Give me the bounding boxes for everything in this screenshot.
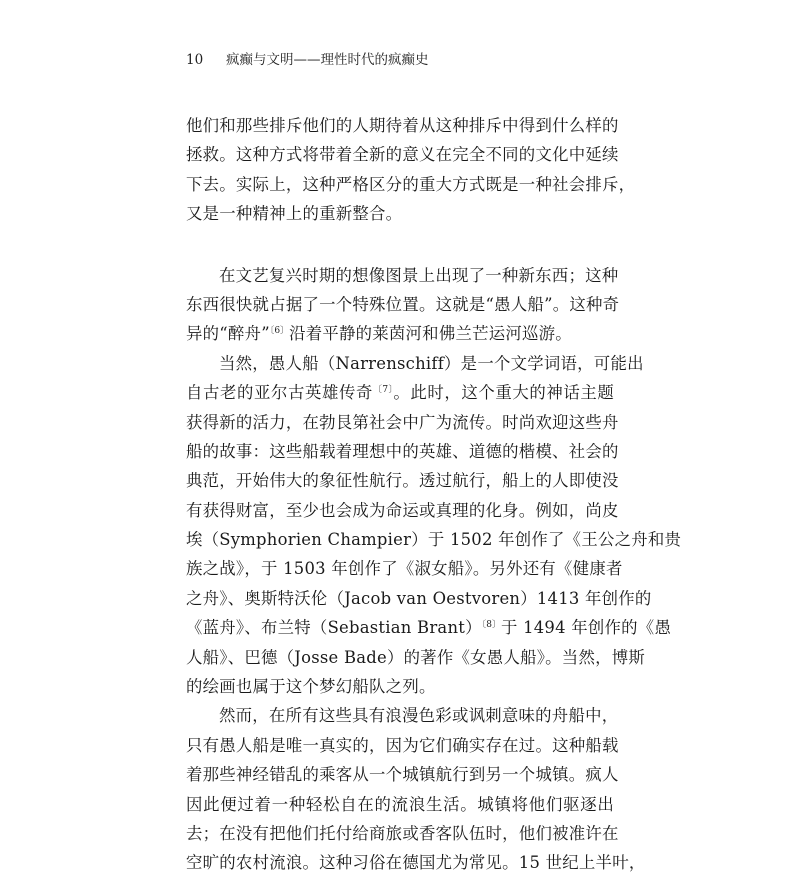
footnote-ref-8[interactable]: 〔8〕 <box>481 620 501 631</box>
text-line: 的绘画也属于这个梦幻船队之列。 <box>186 677 436 697</box>
text-line: 之舟》、奥斯特沃伦（Jacob van Oestvoren）1413 年创作的 <box>186 588 652 608</box>
text-line: 因此便过着一种轻松自在的流浪生活。城镇将他们驱逐出 <box>186 794 614 814</box>
text-line: 只有愚人船是唯一真实的，因为它们确实存在过。这种船载 <box>186 735 619 755</box>
paragraph-3 <box>186 349 682 702</box>
book-title: 疯癫与文明——理性时代的疯癫史 <box>226 52 429 68</box>
text-line: 埃（Symphorien Champier）于 1502 年创作了《王公之舟和贵 <box>186 530 682 550</box>
text-segment: 《蓝舟》、布兰特（Sebastian Brant） <box>186 618 482 638</box>
text-line: 族之战》，于 1503 年创作了《淑女船》。另外还有《健康者 <box>186 559 623 579</box>
running-header <box>186 49 626 71</box>
footnote-ref-6[interactable]: 〔6〕 <box>269 326 290 337</box>
text-line: 东西很快就占据了一个特殊位置。这就是“愚人船”。这种奇 <box>186 294 620 314</box>
text-line: 获得新的活力，在勃艮第社会中广为流传。时尚欢迎这些舟 <box>186 412 619 432</box>
text-segment: 沿着平静的莱茵河和佛兰芒运河巡游。 <box>289 324 572 344</box>
text-line <box>186 319 614 348</box>
text-segment: 异的“醉舟” <box>186 324 270 344</box>
text-line: 在文艺复兴时期的想像图景上出现了一种新东西；这种 <box>219 265 619 285</box>
text-segment: 于 1494 年创作的《愚 <box>500 618 672 638</box>
text-line: 去；在没有把他们托付给商旅或香客队伍时，他们被准许在 <box>186 823 619 843</box>
paragraph-1 <box>186 111 636 229</box>
text-line <box>186 378 614 407</box>
text-line: 着那些神经错乱的乘客从一个城镇航行到另一个城镇。疯人 <box>186 765 619 785</box>
text-line: 空旷的农村流浪。这种习俗在德国尤为常见。15 世纪上半叶， <box>186 853 646 873</box>
text-line: 又是一种精神上的重新整合。 <box>186 204 403 224</box>
text-line: 他们和那些排斥他们的人期待着从这种排斥中得到什么样的 <box>186 116 619 135</box>
text-segment: 。此时，这个重大的神话主题 <box>393 383 615 403</box>
text-line: 典范，开始伟大的象征性航行。透过航行，船上的人即使没 <box>186 471 619 491</box>
text-line: 然而，在所有这些具有浪漫色彩或讽刺意味的舟船中， <box>219 706 619 726</box>
body-text <box>186 111 682 878</box>
paragraph-gap <box>186 229 614 261</box>
text-line: 有获得财富，至少也会成为命运或真理的化身。例如，尚皮 <box>186 500 619 520</box>
page-number: 10 <box>186 52 204 68</box>
footnote-ref-7[interactable]: 〔7〕 <box>373 385 394 396</box>
text-line: 船的故事：这些船载着理想中的英雄、道德的楷模、社会的 <box>186 441 619 461</box>
paragraph-2 <box>186 261 620 349</box>
text-segment: 自古老的亚尔古英雄传奇 <box>186 383 374 403</box>
text-line: 下去。实际上，这种严格区分的重大方式既是一种社会排斥， <box>186 174 636 194</box>
text-line: 人船》、巴德（Josse Bade）的著作《女愚人船》。当然，博斯 <box>186 647 646 667</box>
text-line: 当然，愚人船（Narrenschiff）是一个文学词语，可能出 <box>219 353 644 373</box>
text-line <box>186 613 672 642</box>
text-line: 拯救。这种方式将带着全新的意义在完全不同的文化中延续 <box>186 145 619 165</box>
